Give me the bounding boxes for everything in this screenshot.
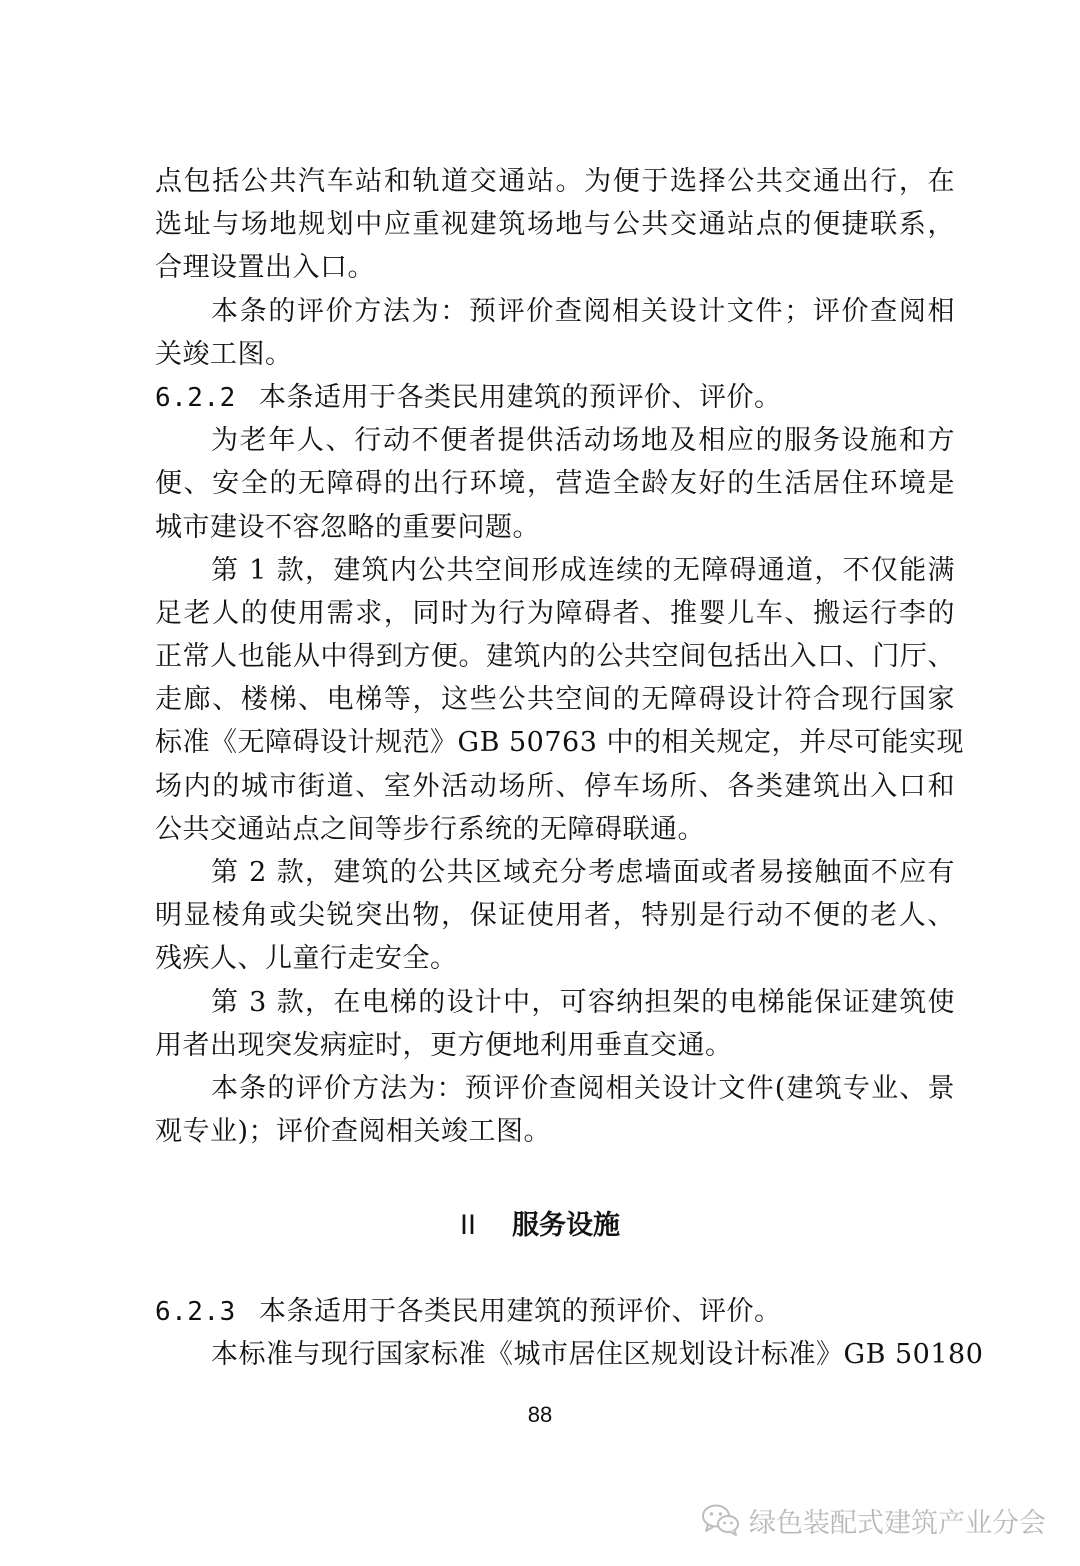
wechat-icon — [701, 1503, 741, 1537]
text-line: 关竣工图。 — [155, 338, 293, 370]
text-line: 城市建设不容忽略的重要问题。 — [155, 511, 540, 543]
text-line: 点包括公共汽车站和轨道交通站。为便于选择公共交通出行，在 — [155, 166, 955, 197]
section-heading — [0, 1204, 1080, 1247]
text-line: 第 2 款，建筑的公共区域充分考虑墙面或者易接触面不应有 — [211, 857, 955, 888]
text-line: 本条的评价方法为：预评价查阅相关设计文件(建筑专业、景 — [211, 1072, 955, 1104]
clause-number: 6.2.2 — [155, 382, 236, 413]
text-line: 第 3 款，在电梯的设计中，可容纳担架的电梯能保证建筑使 — [211, 986, 955, 1018]
text-line: 选址与场地规划中应重视建筑场地与公共交通站点的便捷联系， — [155, 209, 955, 241]
text-line: 用者出现突发病症时，更方便地利用垂直交通。 — [155, 1029, 733, 1061]
text-line: 第 1 款，建筑内公共空间形成连续的无障碍通道，不仅能满 — [211, 554, 955, 586]
watermark-text: 绿色装配式建筑产业分会 — [749, 1507, 1046, 1539]
section-title: 服务设施 — [511, 1210, 620, 1241]
text-line: 场内的城市街道、室外活动场所、停车场所、各类建筑出入口和 — [155, 770, 955, 802]
text-line: 本标准与现行国家标准《城市居住区规划设计标准》GB 50180 — [211, 1339, 984, 1371]
text-line: 公共交通站点之间等步行系统的无障碍联通。 — [155, 813, 705, 845]
text-line: 正常人也能从中得到方便。建筑内的公共空间包括出入口、门厅、 — [155, 641, 955, 673]
text-line: 合理设置出入口。 — [155, 252, 375, 284]
text-line: 走廊、楼梯、电梯等，这些公共空间的无障碍设计符合现行国家 — [155, 684, 955, 716]
text-line: 足老人的使用需求，同时为行为障碍者、推婴儿车、搬运行李的 — [155, 597, 955, 629]
text-line: 便、安全的无障碍的出行环境，营造全龄友好的生活居住环境是 — [155, 468, 955, 500]
text-line: 残疾人、儿童行走安全。 — [155, 943, 458, 975]
text-line: 明显棱角或尖锐突出物，保证使用者，特别是行动不便的老人、 — [155, 900, 955, 932]
clause-text: 本条适用于各类民用建筑的预评价、评价。 — [259, 1296, 782, 1327]
page-number: 88 — [527, 1402, 553, 1427]
clause-number: 6.2.3 — [155, 1297, 236, 1327]
watermark — [701, 1500, 1046, 1540]
text-line: 为老年人、行动不便者提供活动场地及相应的服务设施和方 — [211, 425, 955, 457]
clause-line — [155, 376, 955, 419]
text-line: 观专业)；评价查阅相关竣工图。 — [155, 1116, 552, 1148]
body-text-lower — [155, 1290, 984, 1376]
body-text-upper — [155, 160, 964, 1153]
text-line: 本条的评价方法为：预评价查阅相关设计文件；评价查阅相 — [211, 295, 955, 327]
clause-line — [155, 1290, 965, 1333]
text-line: 标准《无障碍设计规范》GB 50763 中的相关规定，并尽可能实现 — [155, 727, 964, 759]
section-numeral: II — [460, 1210, 476, 1241]
clause-text: 本条适用于各类民用建筑的预评价、评价。 — [259, 381, 782, 413]
